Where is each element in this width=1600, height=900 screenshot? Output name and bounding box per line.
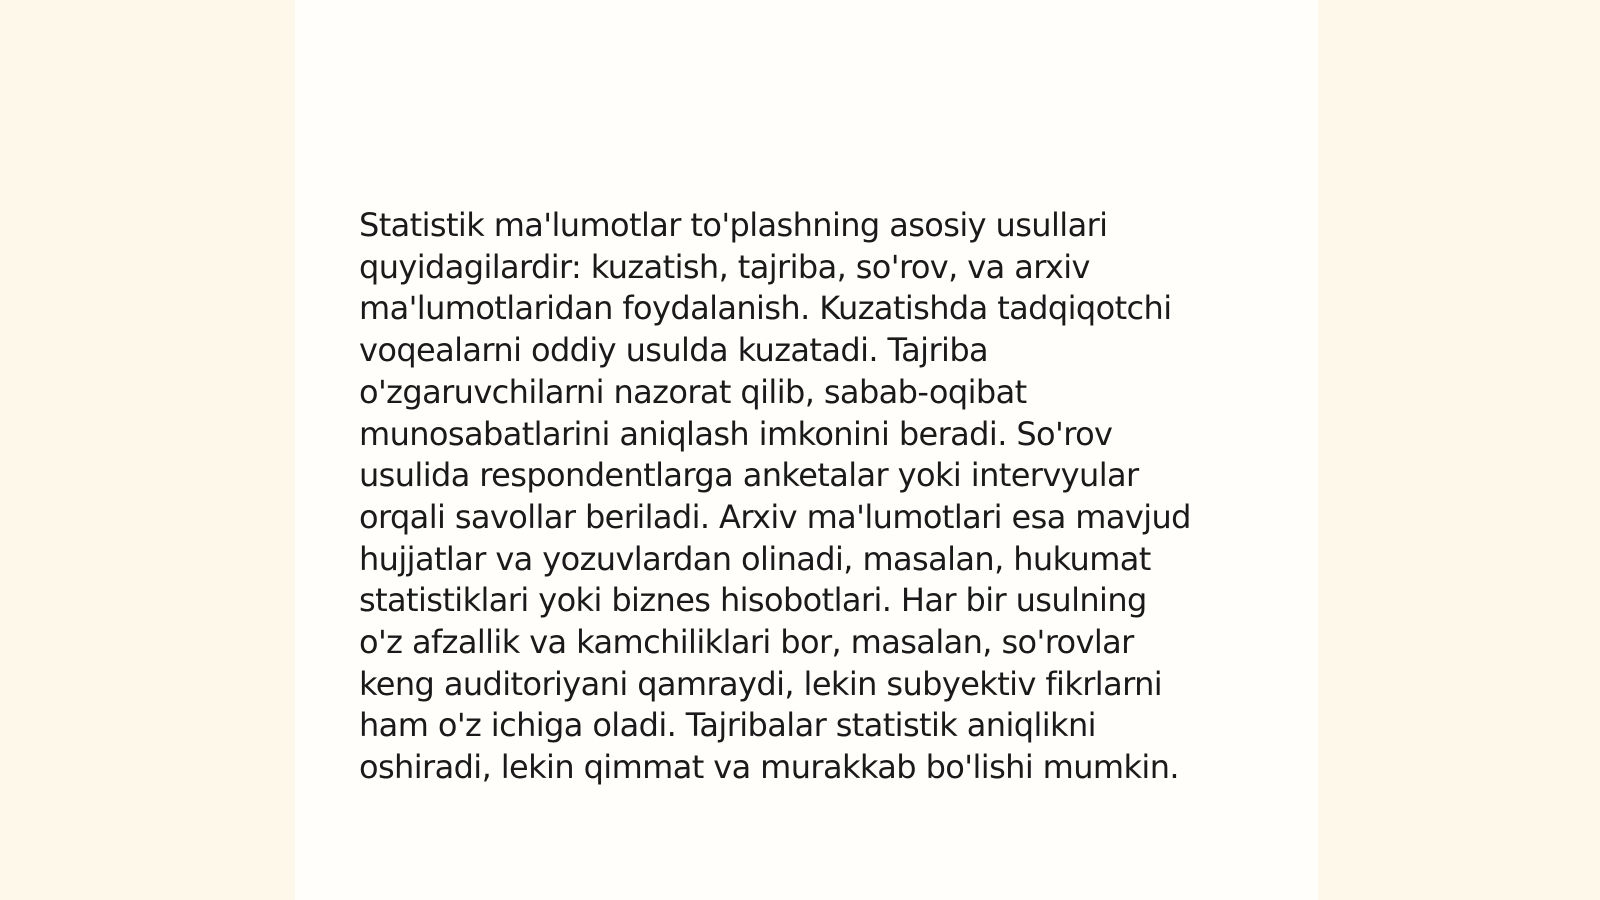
slide-canvas bbox=[295, 0, 1318, 900]
text-line: o'z afzallik va kamchiliklari bor, masalan, so'rovlar bbox=[359, 623, 1134, 662]
text-line: ma'lumotlaridan foydalanish. Kuzatishda tadqiqotchi bbox=[359, 289, 1172, 328]
left-margin bbox=[0, 0, 295, 900]
text-line: hujjatlar va yozuvlardan olinadi, masalan, hukumat bbox=[359, 539, 1151, 578]
text-line: voqealarni oddiy usulda kuzatadi. Tajriba bbox=[359, 331, 989, 370]
text-line: oshiradi, lekin qimmat va murakkab bo'lishi mumkin. bbox=[359, 748, 1179, 787]
text-line: orqali savollar beriladi. Arxiv ma'lumotlari esa mavjud bbox=[359, 497, 1191, 536]
text-line: keng auditoriyani qamraydi, lekin subyektiv fikrlarni bbox=[359, 664, 1163, 703]
text-line: munosabatlarini aniqlash imkonini beradi. So'rov bbox=[359, 414, 1113, 453]
text-line: usulida respondentlarga anketalar yoki intervyular bbox=[359, 456, 1139, 495]
text-line: ham o'z ichiga oladi. Tajribalar statistik aniqlikni bbox=[359, 706, 1096, 745]
slide-body-text bbox=[359, 205, 1259, 789]
text-line: statistiklari yoki biznes hisobotlari. Har bir usulning bbox=[359, 581, 1147, 620]
text-line: o'zgaruvchilarni nazorat qilib, sabab-oqibat bbox=[359, 372, 1027, 411]
right-margin bbox=[1318, 0, 1600, 900]
text-line: Statistik ma'lumotlar to'plashning asosiy usullari bbox=[359, 206, 1108, 244]
text-line: quyidagilardir: kuzatish, tajriba, so'rov, va arxiv bbox=[359, 247, 1090, 286]
